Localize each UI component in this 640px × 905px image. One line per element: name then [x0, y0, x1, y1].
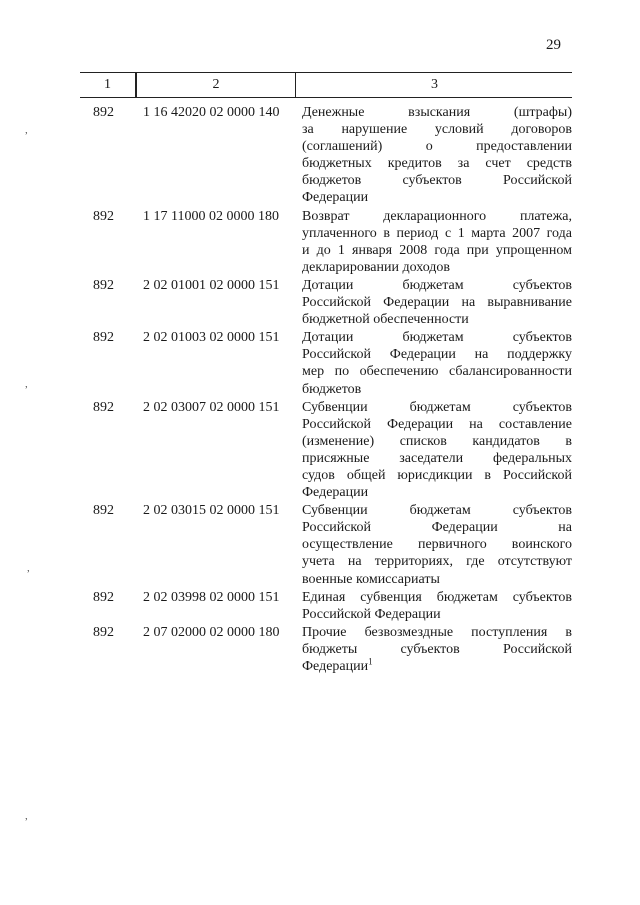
table-row [80, 329, 572, 397]
description-line: бюджетных кредитов за счет средств [302, 156, 572, 172]
margin-mark: , [27, 562, 30, 574]
description-line: Федерации [302, 485, 369, 501]
table-row [80, 624, 572, 675]
budget-classification-code: 1 17 11000 02 0000 180 [143, 208, 279, 224]
revenue-description [295, 104, 572, 207]
table-body [80, 98, 572, 675]
budget-classification-code: 2 07 02000 02 0000 180 [143, 624, 280, 640]
description-line: Российской Федерации [302, 606, 441, 622]
header-col-2: 2 [212, 77, 220, 92]
description-line: Федерации$^1$ [302, 656, 373, 674]
description-line: военные комиссариаты [302, 571, 440, 587]
revenue-description [295, 208, 572, 276]
description-line: бюджетной обеспеченности [302, 312, 469, 328]
admin-code: 892 [93, 589, 114, 605]
description-line: Дотации бюджетам субъектов [302, 277, 572, 293]
description-line: Российской Федерации на составление [302, 416, 572, 432]
description-line: мер по обеспечению сбалансированности [302, 364, 572, 380]
table-row [80, 277, 572, 328]
table-row [80, 208, 572, 276]
margin-mark: , [25, 810, 28, 822]
description-line: за нарушение условий договоров [302, 122, 572, 138]
description-line: Дотации бюджетам субъектов [302, 330, 572, 346]
revenue-description [295, 502, 572, 587]
budget-classification-code: 2 02 03015 02 0000 151 [143, 503, 280, 519]
revenue-description [295, 589, 572, 623]
admin-code: 892 [93, 208, 114, 224]
table-header [80, 72, 572, 98]
description-line: судов общей юрисдикции в Российской [302, 467, 572, 483]
budget-classification-code: 2 02 01003 02 0000 151 [143, 330, 280, 346]
revenue-description [295, 399, 572, 502]
description-line: Субвенции бюджетам субъектов [302, 399, 572, 415]
description-line: Федерации [302, 190, 369, 206]
description-line: бюджетов субъектов Российской [302, 173, 572, 189]
table-row [80, 104, 572, 207]
description-line: Возврат декларационного платежа, [302, 208, 572, 224]
budget-codes-table [80, 72, 572, 676]
description-line: бюджетов [302, 381, 362, 397]
budget-classification-code: 1 16 42020 02 0000 140 [143, 105, 280, 120]
revenue-description [295, 277, 572, 328]
description-line: Российской Федерации на [302, 520, 572, 536]
description-line: присяжные заседатели федеральных [302, 450, 572, 466]
description-line: декларировании доходов [302, 259, 451, 275]
budget-classification-code: 2 02 01001 02 0000 151 [143, 277, 280, 293]
description-line: уплаченного в период с 1 марта 2007 года [302, 225, 572, 241]
admin-code: 892 [93, 399, 114, 415]
description-line: Единая субвенция бюджетам субъектов [302, 589, 572, 605]
admin-code: 892 [93, 624, 114, 640]
budget-classification-code: 2 02 03998 02 0000 151 [143, 589, 280, 605]
admin-code: 892 [93, 105, 114, 120]
description-line: Денежные взыскания (штрафы) [302, 105, 572, 120]
description-line: бюджеты субъектов Российской [302, 641, 572, 657]
description-line: осуществление первичного воинского [302, 537, 572, 553]
description-line: учета на территориях, где отсутствуют [302, 554, 572, 570]
admin-code: 892 [93, 330, 114, 346]
margin-mark: , [25, 378, 28, 390]
budget-classification-code: 2 02 03007 02 0000 151 [143, 399, 280, 415]
page-number: 29 [546, 37, 561, 53]
admin-code: 892 [93, 277, 114, 293]
margin-mark: , [25, 124, 28, 136]
description-line: Российской Федерации на выравнивание [302, 295, 572, 311]
description-line: Российской Федерации на поддержку [302, 347, 572, 363]
table-row [80, 502, 572, 587]
description-line: Прочие безвозмездные поступления в [302, 624, 572, 640]
description-line: (изменение) списков кандидатов в [302, 433, 572, 449]
description-line: (соглашений) о предоставлении [302, 139, 572, 155]
description-line: Субвенции бюджетам субъектов [302, 503, 572, 519]
revenue-description [295, 329, 572, 397]
header-col-3: 3 [431, 77, 438, 92]
admin-code: 892 [93, 503, 114, 519]
footnote-mark: 1 [368, 656, 373, 667]
description-line: и до 1 января 2008 года при упрощенном [302, 242, 572, 258]
header-col-1: 1 [104, 77, 111, 92]
revenue-description [295, 624, 572, 675]
table-row [80, 589, 572, 623]
table-row [80, 399, 572, 502]
